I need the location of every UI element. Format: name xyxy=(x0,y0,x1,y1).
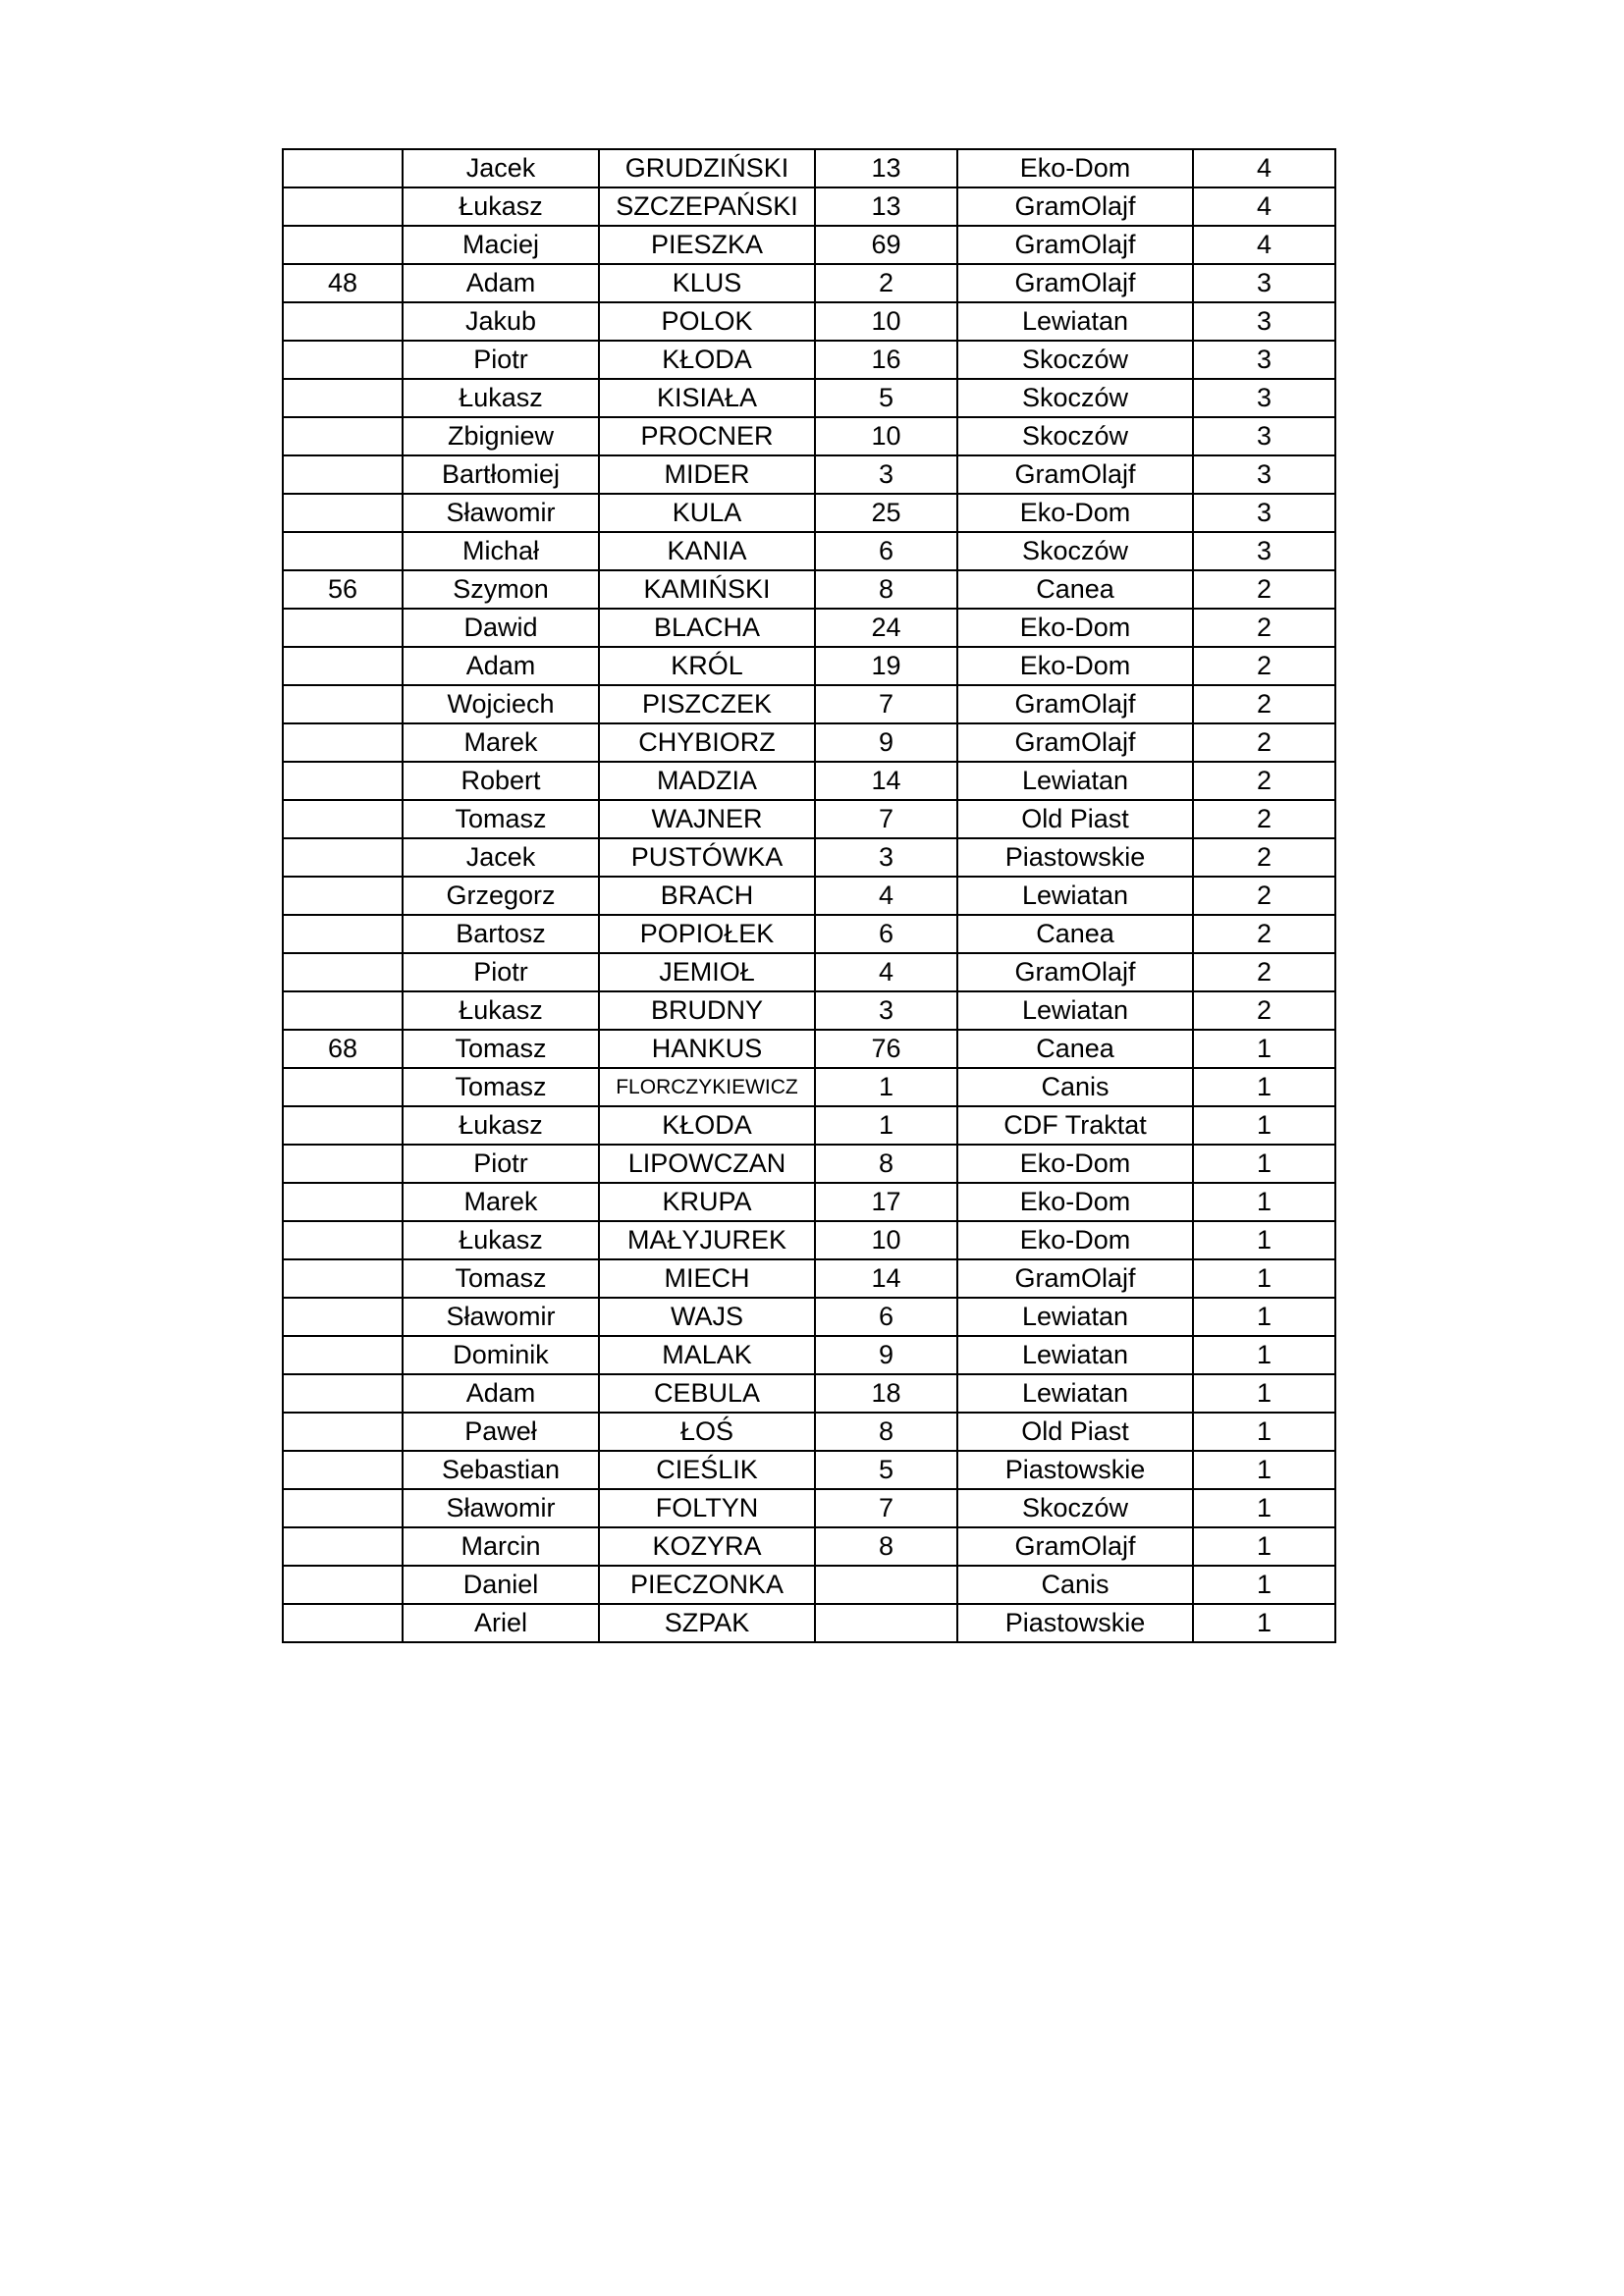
table-row xyxy=(283,417,1335,455)
last-name-cell: POPIOŁEK xyxy=(599,915,815,953)
points-cell: 1 xyxy=(1193,1489,1335,1527)
points-cell: 3 xyxy=(1193,379,1335,417)
team-cell: Eko-Dom xyxy=(957,149,1193,187)
points-cell: 4 xyxy=(1193,149,1335,187)
last-name-cell: KŁODA xyxy=(599,1106,815,1145)
first-name-cell: Jacek xyxy=(403,838,599,877)
points-cell: 2 xyxy=(1193,991,1335,1030)
first-name-cell: Łukasz xyxy=(403,1221,599,1259)
last-name-cell: SZCZEPAŃSKI xyxy=(599,187,815,226)
table-row xyxy=(283,838,1335,877)
last-name-cell: KULA xyxy=(599,494,815,532)
table-row xyxy=(283,1145,1335,1183)
number-cell: 1 xyxy=(815,1068,957,1106)
number-cell: 7 xyxy=(815,1489,957,1527)
last-name-cell: BLACHA xyxy=(599,609,815,647)
first-name-cell: Zbigniew xyxy=(403,417,599,455)
table-row xyxy=(283,149,1335,187)
first-name-cell: Adam xyxy=(403,1374,599,1413)
points-cell: 1 xyxy=(1193,1336,1335,1374)
first-name-cell: Dominik xyxy=(403,1336,599,1374)
table-row xyxy=(283,1183,1335,1221)
points-cell: 4 xyxy=(1193,226,1335,264)
team-cell: Eko-Dom xyxy=(957,1221,1193,1259)
table-row xyxy=(283,685,1335,723)
number-cell: 5 xyxy=(815,379,957,417)
last-name-cell: WAJNER xyxy=(599,800,815,838)
points-cell: 3 xyxy=(1193,532,1335,570)
points-cell: 2 xyxy=(1193,647,1335,685)
number-cell: 8 xyxy=(815,1413,957,1451)
last-name-cell: CHYBIORZ xyxy=(599,723,815,762)
first-name-cell: Bartłomiej xyxy=(403,455,599,494)
team-cell: Canis xyxy=(957,1566,1193,1604)
team-cell: Lewiatan xyxy=(957,1298,1193,1336)
place-cell xyxy=(283,1145,403,1183)
results-table-body xyxy=(283,149,1335,1642)
team-cell: GramOlajf xyxy=(957,187,1193,226)
place-cell xyxy=(283,1413,403,1451)
first-name-cell: Piotr xyxy=(403,1145,599,1183)
team-cell: Lewiatan xyxy=(957,991,1193,1030)
team-cell: GramOlajf xyxy=(957,1259,1193,1298)
first-name-cell: Robert xyxy=(403,762,599,800)
first-name-cell: Adam xyxy=(403,264,599,302)
first-name-cell: Tomasz xyxy=(403,1068,599,1106)
place-cell xyxy=(283,685,403,723)
table-row xyxy=(283,1221,1335,1259)
last-name-cell: LIPOWCZAN xyxy=(599,1145,815,1183)
last-name-cell: KISIAŁA xyxy=(599,379,815,417)
number-cell: 13 xyxy=(815,149,957,187)
place-cell xyxy=(283,494,403,532)
last-name-cell: CEBULA xyxy=(599,1374,815,1413)
team-cell: Piastowskie xyxy=(957,1604,1193,1642)
team-cell: Lewiatan xyxy=(957,1374,1193,1413)
first-name-cell: Paweł xyxy=(403,1413,599,1451)
last-name-cell: MAŁYJUREK xyxy=(599,1221,815,1259)
points-cell: 1 xyxy=(1193,1527,1335,1566)
first-name-cell: Sławomir xyxy=(403,1489,599,1527)
points-cell: 4 xyxy=(1193,187,1335,226)
team-cell: GramOlajf xyxy=(957,1527,1193,1566)
points-cell: 1 xyxy=(1193,1374,1335,1413)
first-name-cell: Grzegorz xyxy=(403,877,599,915)
first-name-cell: Łukasz xyxy=(403,379,599,417)
table-row xyxy=(283,379,1335,417)
last-name-cell: POLOK xyxy=(599,302,815,341)
number-cell: 10 xyxy=(815,302,957,341)
first-name-cell: Daniel xyxy=(403,1566,599,1604)
table-row xyxy=(283,877,1335,915)
number-cell: 13 xyxy=(815,187,957,226)
first-name-cell: Marek xyxy=(403,723,599,762)
team-cell: CDF Traktat xyxy=(957,1106,1193,1145)
team-cell: Lewiatan xyxy=(957,1336,1193,1374)
table-row xyxy=(283,1527,1335,1566)
number-cell: 7 xyxy=(815,800,957,838)
place-cell xyxy=(283,800,403,838)
first-name-cell: Jacek xyxy=(403,149,599,187)
place-cell xyxy=(283,647,403,685)
place-cell xyxy=(283,609,403,647)
first-name-cell: Sebastian xyxy=(403,1451,599,1489)
table-row xyxy=(283,494,1335,532)
points-cell: 1 xyxy=(1193,1604,1335,1642)
team-cell: Old Piast xyxy=(957,800,1193,838)
place-cell xyxy=(283,341,403,379)
last-name-cell: WAJS xyxy=(599,1298,815,1336)
table-row xyxy=(283,570,1335,609)
place-cell xyxy=(283,915,403,953)
first-name-cell: Maciej xyxy=(403,226,599,264)
place-cell xyxy=(283,953,403,991)
table-row xyxy=(283,1336,1335,1374)
first-name-cell: Adam xyxy=(403,647,599,685)
points-cell: 1 xyxy=(1193,1566,1335,1604)
team-cell: GramOlajf xyxy=(957,723,1193,762)
last-name-cell: ŁOŚ xyxy=(599,1413,815,1451)
team-cell: Skoczów xyxy=(957,379,1193,417)
place-cell xyxy=(283,838,403,877)
last-name-cell: KANIA xyxy=(599,532,815,570)
table-row xyxy=(283,341,1335,379)
place-cell xyxy=(283,1298,403,1336)
number-cell: 7 xyxy=(815,685,957,723)
table-row xyxy=(283,1413,1335,1451)
number-cell: 19 xyxy=(815,647,957,685)
place-cell xyxy=(283,1221,403,1259)
table-row xyxy=(283,1106,1335,1145)
team-cell: Eko-Dom xyxy=(957,494,1193,532)
results-table xyxy=(282,148,1336,1643)
number-cell: 18 xyxy=(815,1374,957,1413)
first-name-cell: Wojciech xyxy=(403,685,599,723)
table-row xyxy=(283,1451,1335,1489)
first-name-cell: Łukasz xyxy=(403,1106,599,1145)
table-row xyxy=(283,532,1335,570)
table-row xyxy=(283,647,1335,685)
points-cell: 1 xyxy=(1193,1145,1335,1183)
last-name-cell: JEMIOŁ xyxy=(599,953,815,991)
first-name-cell: Marcin xyxy=(403,1527,599,1566)
place-cell xyxy=(283,1489,403,1527)
points-cell: 2 xyxy=(1193,915,1335,953)
points-cell: 2 xyxy=(1193,685,1335,723)
place-cell xyxy=(283,991,403,1030)
place-cell xyxy=(283,187,403,226)
table-row xyxy=(283,800,1335,838)
first-name-cell: Marek xyxy=(403,1183,599,1221)
place-cell xyxy=(283,877,403,915)
last-name-cell: PIESZKA xyxy=(599,226,815,264)
number-cell: 6 xyxy=(815,1298,957,1336)
team-cell: Canea xyxy=(957,1030,1193,1068)
points-cell: 1 xyxy=(1193,1221,1335,1259)
number-cell: 10 xyxy=(815,1221,957,1259)
table-row xyxy=(283,302,1335,341)
table-row xyxy=(283,762,1335,800)
first-name-cell: Łukasz xyxy=(403,187,599,226)
number-cell: 25 xyxy=(815,494,957,532)
first-name-cell: Michał xyxy=(403,532,599,570)
team-cell: Eko-Dom xyxy=(957,609,1193,647)
points-cell: 2 xyxy=(1193,570,1335,609)
last-name-cell: MIECH xyxy=(599,1259,815,1298)
table-row xyxy=(283,187,1335,226)
number-cell: 9 xyxy=(815,1336,957,1374)
last-name-cell: PIECZONKA xyxy=(599,1566,815,1604)
first-name-cell: Jakub xyxy=(403,302,599,341)
points-cell: 1 xyxy=(1193,1106,1335,1145)
points-cell: 2 xyxy=(1193,953,1335,991)
first-name-cell: Szymon xyxy=(403,570,599,609)
place-cell xyxy=(283,1566,403,1604)
number-cell: 3 xyxy=(815,991,957,1030)
table-row xyxy=(283,1566,1335,1604)
team-cell: Old Piast xyxy=(957,1413,1193,1451)
first-name-cell: Sławomir xyxy=(403,494,599,532)
first-name-cell: Tomasz xyxy=(403,800,599,838)
team-cell: Piastowskie xyxy=(957,1451,1193,1489)
last-name-cell: MIDER xyxy=(599,455,815,494)
points-cell: 1 xyxy=(1193,1068,1335,1106)
number-cell xyxy=(815,1604,957,1642)
table-row xyxy=(283,1068,1335,1106)
last-name-cell: CIEŚLIK xyxy=(599,1451,815,1489)
number-cell: 14 xyxy=(815,1259,957,1298)
last-name-cell: KRÓL xyxy=(599,647,815,685)
number-cell: 5 xyxy=(815,1451,957,1489)
team-cell: Lewiatan xyxy=(957,877,1193,915)
first-name-cell: Bartosz xyxy=(403,915,599,953)
table-row xyxy=(283,1030,1335,1068)
points-cell: 1 xyxy=(1193,1413,1335,1451)
last-name-cell: KLUS xyxy=(599,264,815,302)
points-cell: 3 xyxy=(1193,341,1335,379)
place-cell xyxy=(283,532,403,570)
place-cell xyxy=(283,417,403,455)
points-cell: 3 xyxy=(1193,417,1335,455)
number-cell: 17 xyxy=(815,1183,957,1221)
table-row xyxy=(283,953,1335,991)
table-row xyxy=(283,723,1335,762)
first-name-cell: Piotr xyxy=(403,341,599,379)
place-cell xyxy=(283,1336,403,1374)
team-cell: Lewiatan xyxy=(957,302,1193,341)
table-row xyxy=(283,1298,1335,1336)
last-name-cell: FLORCZYKIEWICZ xyxy=(599,1068,815,1106)
place-cell xyxy=(283,762,403,800)
team-cell: GramOlajf xyxy=(957,264,1193,302)
team-cell: Canea xyxy=(957,915,1193,953)
number-cell: 69 xyxy=(815,226,957,264)
team-cell: Piastowskie xyxy=(957,838,1193,877)
last-name-cell: FOLTYN xyxy=(599,1489,815,1527)
points-cell: 2 xyxy=(1193,609,1335,647)
team-cell: Lewiatan xyxy=(957,762,1193,800)
last-name-cell: PROCNER xyxy=(599,417,815,455)
last-name-cell: HANKUS xyxy=(599,1030,815,1068)
points-cell: 3 xyxy=(1193,455,1335,494)
first-name-cell: Ariel xyxy=(403,1604,599,1642)
number-cell xyxy=(815,1566,957,1604)
last-name-cell: SZPAK xyxy=(599,1604,815,1642)
place-cell xyxy=(283,455,403,494)
place-cell xyxy=(283,1604,403,1642)
team-cell: Eko-Dom xyxy=(957,1145,1193,1183)
last-name-cell: BRUDNY xyxy=(599,991,815,1030)
number-cell: 6 xyxy=(815,532,957,570)
place-cell xyxy=(283,1451,403,1489)
points-cell: 1 xyxy=(1193,1183,1335,1221)
place-cell: 48 xyxy=(283,264,403,302)
last-name-cell: MADZIA xyxy=(599,762,815,800)
table-row xyxy=(283,1604,1335,1642)
points-cell: 2 xyxy=(1193,723,1335,762)
table-row xyxy=(283,264,1335,302)
table-row xyxy=(283,455,1335,494)
table-row xyxy=(283,915,1335,953)
first-name-cell: Tomasz xyxy=(403,1259,599,1298)
place-cell xyxy=(283,226,403,264)
place-cell xyxy=(283,1374,403,1413)
number-cell: 4 xyxy=(815,877,957,915)
team-cell: GramOlajf xyxy=(957,226,1193,264)
place-cell xyxy=(283,1527,403,1566)
last-name-cell: KŁODA xyxy=(599,341,815,379)
number-cell: 9 xyxy=(815,723,957,762)
points-cell: 2 xyxy=(1193,838,1335,877)
number-cell: 3 xyxy=(815,455,957,494)
first-name-cell: Łukasz xyxy=(403,991,599,1030)
number-cell: 1 xyxy=(815,1106,957,1145)
points-cell: 1 xyxy=(1193,1030,1335,1068)
first-name-cell: Dawid xyxy=(403,609,599,647)
points-cell: 2 xyxy=(1193,877,1335,915)
number-cell: 4 xyxy=(815,953,957,991)
number-cell: 3 xyxy=(815,838,957,877)
last-name-cell: BRACH xyxy=(599,877,815,915)
place-cell xyxy=(283,1183,403,1221)
place-cell xyxy=(283,1106,403,1145)
place-cell xyxy=(283,379,403,417)
place-cell: 68 xyxy=(283,1030,403,1068)
team-cell: Skoczów xyxy=(957,1489,1193,1527)
last-name-cell: GRUDZIŃSKI xyxy=(599,149,815,187)
table-row xyxy=(283,226,1335,264)
last-name-cell: PUSTÓWKA xyxy=(599,838,815,877)
place-cell xyxy=(283,1259,403,1298)
last-name-cell: PISZCZEK xyxy=(599,685,815,723)
team-cell: GramOlajf xyxy=(957,953,1193,991)
number-cell: 2 xyxy=(815,264,957,302)
points-cell: 1 xyxy=(1193,1451,1335,1489)
team-cell: Skoczów xyxy=(957,341,1193,379)
place-cell xyxy=(283,723,403,762)
number-cell: 16 xyxy=(815,341,957,379)
team-cell: GramOlajf xyxy=(957,455,1193,494)
table-row xyxy=(283,1489,1335,1527)
first-name-cell: Sławomir xyxy=(403,1298,599,1336)
place-cell: 56 xyxy=(283,570,403,609)
team-cell: Skoczów xyxy=(957,532,1193,570)
place-cell xyxy=(283,302,403,341)
place-cell xyxy=(283,1068,403,1106)
table-row xyxy=(283,1259,1335,1298)
team-cell: Canis xyxy=(957,1068,1193,1106)
number-cell: 14 xyxy=(815,762,957,800)
points-cell: 3 xyxy=(1193,494,1335,532)
points-cell: 3 xyxy=(1193,302,1335,341)
team-cell: GramOlajf xyxy=(957,685,1193,723)
first-name-cell: Tomasz xyxy=(403,1030,599,1068)
table-row xyxy=(283,991,1335,1030)
number-cell: 8 xyxy=(815,570,957,609)
team-cell: Canea xyxy=(957,570,1193,609)
team-cell: Eko-Dom xyxy=(957,1183,1193,1221)
team-cell: Eko-Dom xyxy=(957,647,1193,685)
number-cell: 8 xyxy=(815,1145,957,1183)
points-cell: 1 xyxy=(1193,1259,1335,1298)
number-cell: 10 xyxy=(815,417,957,455)
number-cell: 24 xyxy=(815,609,957,647)
last-name-cell: MALAK xyxy=(599,1336,815,1374)
points-cell: 2 xyxy=(1193,762,1335,800)
team-cell: Skoczów xyxy=(957,417,1193,455)
number-cell: 6 xyxy=(815,915,957,953)
last-name-cell: KAMIŃSKI xyxy=(599,570,815,609)
points-cell: 1 xyxy=(1193,1298,1335,1336)
table-row xyxy=(283,609,1335,647)
number-cell: 76 xyxy=(815,1030,957,1068)
last-name-cell: KOZYRA xyxy=(599,1527,815,1566)
place-cell xyxy=(283,149,403,187)
first-name-cell: Piotr xyxy=(403,953,599,991)
points-cell: 3 xyxy=(1193,264,1335,302)
number-cell: 8 xyxy=(815,1527,957,1566)
table-row xyxy=(283,1374,1335,1413)
last-name-cell: KRUPA xyxy=(599,1183,815,1221)
points-cell: 2 xyxy=(1193,800,1335,838)
